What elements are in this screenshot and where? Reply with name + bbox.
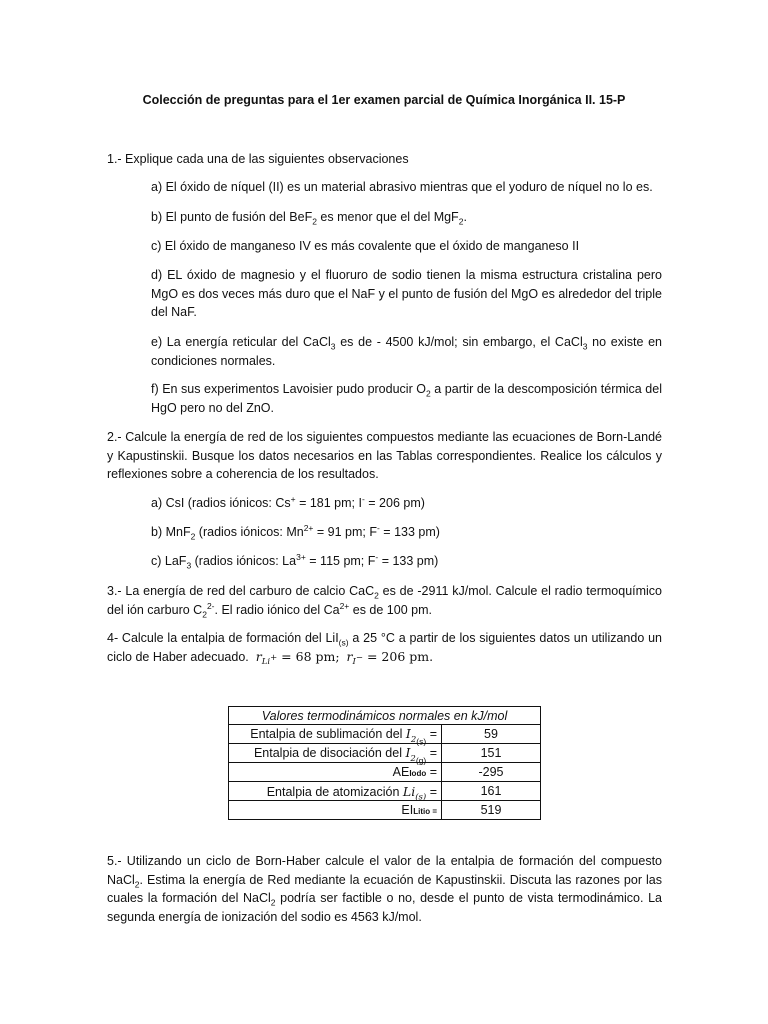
question-2c: c) LaF$_3$ (radios iónicos: $La^{3+} = 115$ pm; F- = 133 pm) <box>151 551 439 571</box>
table-row <box>229 763 541 782</box>
table-row-value: -295 <box>442 763 541 782</box>
question-1-stem: 1.- Explique cada una de las siguientes observaciones <box>107 152 409 166</box>
radius-i-formula: $r_{I^-} = 206$ pm. <box>346 648 434 668</box>
question-3: 3.- La energía de red del carburo de calcio CaC$_2$ es de -2911 kJ/mol. Calcule el radio termoquímico del ión carburo $C_2^{2-}$. El radio iónico del $Ca^{2+}$ es de 100 pm. <box>107 584 663 620</box>
page-title: Colección de preguntas para el 1er examen parcial de Química Inorgánica II. 15-P <box>142 93 626 107</box>
table-row-label: Entalpia de sublimación del $I_{2_{(s)}}$ = <box>229 725 442 744</box>
table-row-label: AEIodo = <box>229 763 442 782</box>
thermodynamic-values-table <box>228 706 541 820</box>
table-header: Valores termodinámicos normales en kJ/mol <box>229 707 541 725</box>
table-row-value: 151 <box>442 744 541 763</box>
question-1f: f) En sus experimentos Lavoisier pudo producir $O_2$ a partir de la descomposición térmica del HgO pero no del ZnO. <box>151 382 662 415</box>
question-5: 5.- Utilizando un ciclo de Born-Haber calcule el valor de la entalpia de formación del compuesto NaCl$_2$. Estima la energía de Red mediante la ecuación de Kapustinskii. Discuta las razones por las cuales la formación del NaCl$_2$ podría ser factible o no, desde el punto de vista termodinámico. La segunda energía de ionización del sodio es 4563 kJ/mol. <box>107 854 662 924</box>
question-1c: c) El óxido de manganeso IV es más covalente que el óxido de manganeso II <box>151 239 580 253</box>
table-row-label: Entalpia de disociación del $I_{2_{(g)}}$ = <box>229 744 442 763</box>
question-2-stem: 2.- Calcule la energía de red de los siguientes compuestos mediante las ecuaciones de Born-Landé y Kapustinskii. Busque los datos necesarios en las Tablas correspondientes. Realice los cálculos y reflexiones sobre a coherencia de los resultados. <box>107 430 662 482</box>
table-row <box>229 782 541 801</box>
question-1e: e) La energía reticular del CaCl$_3$ es de - 4500 kJ/mol; sin embargo, el CaCl$_3$ no existe en condiciones normales. <box>151 335 662 368</box>
table-row-value: 161 <box>442 782 541 801</box>
table-row <box>229 744 541 763</box>
table-row <box>229 725 541 744</box>
table-row-value: 519 <box>442 801 541 820</box>
question-2b: b) MnF$_2$ (radios iónicos: $Mn^{2+} = 91$ pm; F- = 133 pm) <box>151 522 440 542</box>
table-row-value: 59 <box>442 725 541 744</box>
question-2a: a) CsI (radios iónicos: Cs+ = 181 pm; I- = 206 pm) <box>151 493 425 510</box>
table-row-label: EILitio = <box>229 801 442 820</box>
table-row-label: Entalpia de atomización $Li_{(s)}$ = <box>229 782 442 801</box>
question-1d: d) EL óxido de magnesio y el fluoruro de sodio tienen la misma estructura cristalina pero MgO es dos veces más duro que el NaF y el punto de fusión del MgO es alrededor del triple del NaF. <box>151 268 662 320</box>
question-1b: b) El punto de fusión del BeF$_2$ es menor que el del MgF$_2$. <box>151 210 467 227</box>
question-4: 4- Calcule la entalpia de formación del LiI$_{(s)}$ a 25 °C a partir de los siguientes datos un utilizando un ciclo de Haber adecuado. $r_{Li^+} = 68$ pm; $r_{I^-} = 206$ pm. <box>107 631 663 668</box>
table-row <box>229 801 541 820</box>
radius-li-formula: $r_{Li^+} = 68$ pm; <box>255 648 340 668</box>
table-header-row <box>229 707 541 725</box>
question-1a: a) El óxido de níquel (II) es un material abrasivo mientras que el yoduro de níquel no lo es. <box>151 180 653 194</box>
